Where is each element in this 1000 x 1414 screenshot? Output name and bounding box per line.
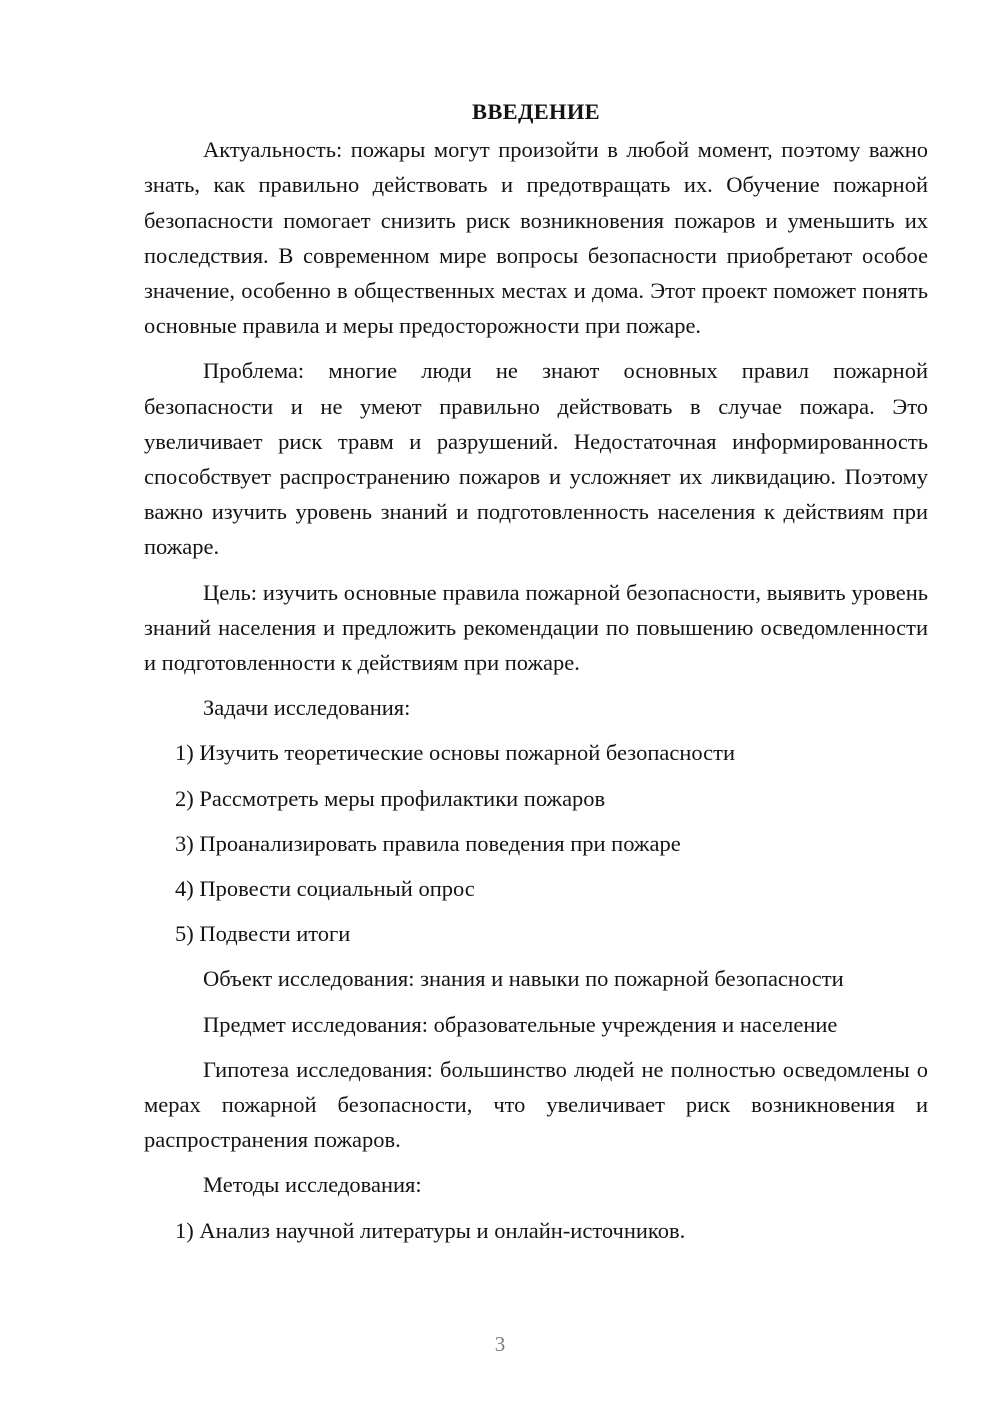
- method-item: 1) Анализ научной литературы и онлайн-источников.: [175, 1217, 686, 1243]
- task-item: 4) Провести социальный опрос: [175, 876, 475, 902]
- tasks-list: [144, 735, 928, 951]
- task-item: 2) Рассмотреть меры профилактики пожаров: [175, 785, 606, 811]
- tasks-heading: Задачи исследования:: [203, 695, 411, 721]
- methods-heading: Методы исследования:: [203, 1172, 422, 1198]
- research-subject: Предмет исследования: образовательные учреждения и население: [203, 1011, 838, 1037]
- hypothesis-paragraph: Гипотеза исследования: большинство людей не полностью осведомлены о мерах пожарной безопасности, что увеличивает риск возникновения и распространения пожаров.: [144, 1056, 928, 1153]
- relevance-paragraph: Актуальность: пожары могут произойти в любой момент, поэтому важно знать, как правильно действовать и предотвращать их. Обучение пожарной безопасности помогает снизить риск возникновения пожаров и уменьшить их последствия. В современном мире вопросы безопасности приобретают особое значение, особенно в общественных местах и дома. Этот проект поможет понять основные правила и меры предосторожности при пожаре.: [144, 137, 928, 339]
- goal-paragraph: Цель: изучить основные правила пожарной безопасности, выявить уровень знаний населения и предложить рекомендации по повышению осведомленности и подготовленности к действиям при пожаре.: [144, 579, 928, 676]
- page-content: [144, 94, 928, 1258]
- task-item: 3) Проанализировать правила поведения при пожаре: [175, 830, 681, 856]
- page-number: 3: [494, 1332, 506, 1356]
- problem-paragraph: Проблема: многие люди не знают основных правил пожарной безопасности и не умеют правильно действовать в случае пожара. Это увеличивает риск травм и разрушений. Недостаточная информированность способствует распространению пожаров и усложняет их ликвидацию. Поэтому важно изучить уровень знаний и подготовленность населения к действиям при пожаре.: [144, 358, 928, 560]
- page-title: ВВЕДЕНИЕ: [472, 99, 600, 124]
- methods-list: [144, 1213, 928, 1248]
- research-object: Объект исследования: знания и навыки по пожарной безопасности: [203, 966, 844, 992]
- task-item: 5) Подвести итоги: [175, 921, 351, 947]
- task-item: 1) Изучить теоретические основы пожарной безопасности: [175, 740, 736, 766]
